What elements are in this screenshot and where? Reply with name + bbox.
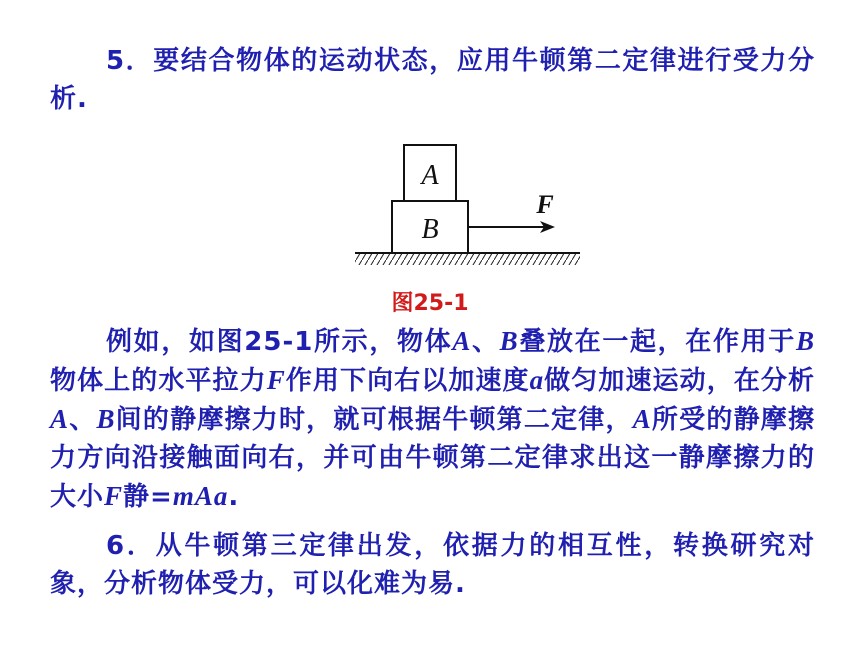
var-f: F <box>266 365 286 395</box>
figure-caption: 图25-1 <box>391 291 469 316</box>
var-f: F <box>104 481 124 511</box>
label-a: A <box>421 160 439 191</box>
point-6-paragraph: 6．从牛顿第三定律出发，依据力的相互性，转换研究对象，分析物体受力，可以化难为易. <box>50 531 815 599</box>
text: 、 <box>471 327 500 357</box>
text: 物体上的水平拉力 <box>50 366 267 396</box>
var-mAa: mAa <box>172 481 229 511</box>
text: 例如，如图25-1所示，物体 <box>106 327 453 357</box>
block-diagram <box>350 140 590 275</box>
text: . <box>228 482 240 512</box>
text: 做匀加速运动，在分析 <box>544 366 815 396</box>
var-b: B <box>499 326 519 356</box>
var-a: A <box>50 404 70 434</box>
text: 、 <box>69 405 97 435</box>
var-b: B <box>795 326 815 356</box>
example-paragraph <box>50 322 815 516</box>
text: 所受的静摩擦力方向沿接触面向右，并可由牛顿第二定律求出这一静摩擦力的大小 <box>50 405 815 512</box>
label-f: F <box>536 190 554 219</box>
ground-hatch <box>355 254 580 265</box>
text: 作用下向右以加速度 <box>285 366 530 396</box>
text: 静= <box>123 482 173 512</box>
var-a-accel: a <box>529 365 545 395</box>
label-b: B <box>421 214 439 245</box>
point-5-paragraph: 5．要结合物体的运动状态，应用牛顿第二定律进行受力分析. <box>50 46 815 114</box>
text: 间的静摩擦力时，就可根据牛顿第二定律， <box>115 405 633 435</box>
var-b: B <box>96 404 116 434</box>
var-a: A <box>452 326 472 356</box>
var-a: A <box>632 404 652 434</box>
text: 叠放在一起，在作用于 <box>518 327 796 357</box>
